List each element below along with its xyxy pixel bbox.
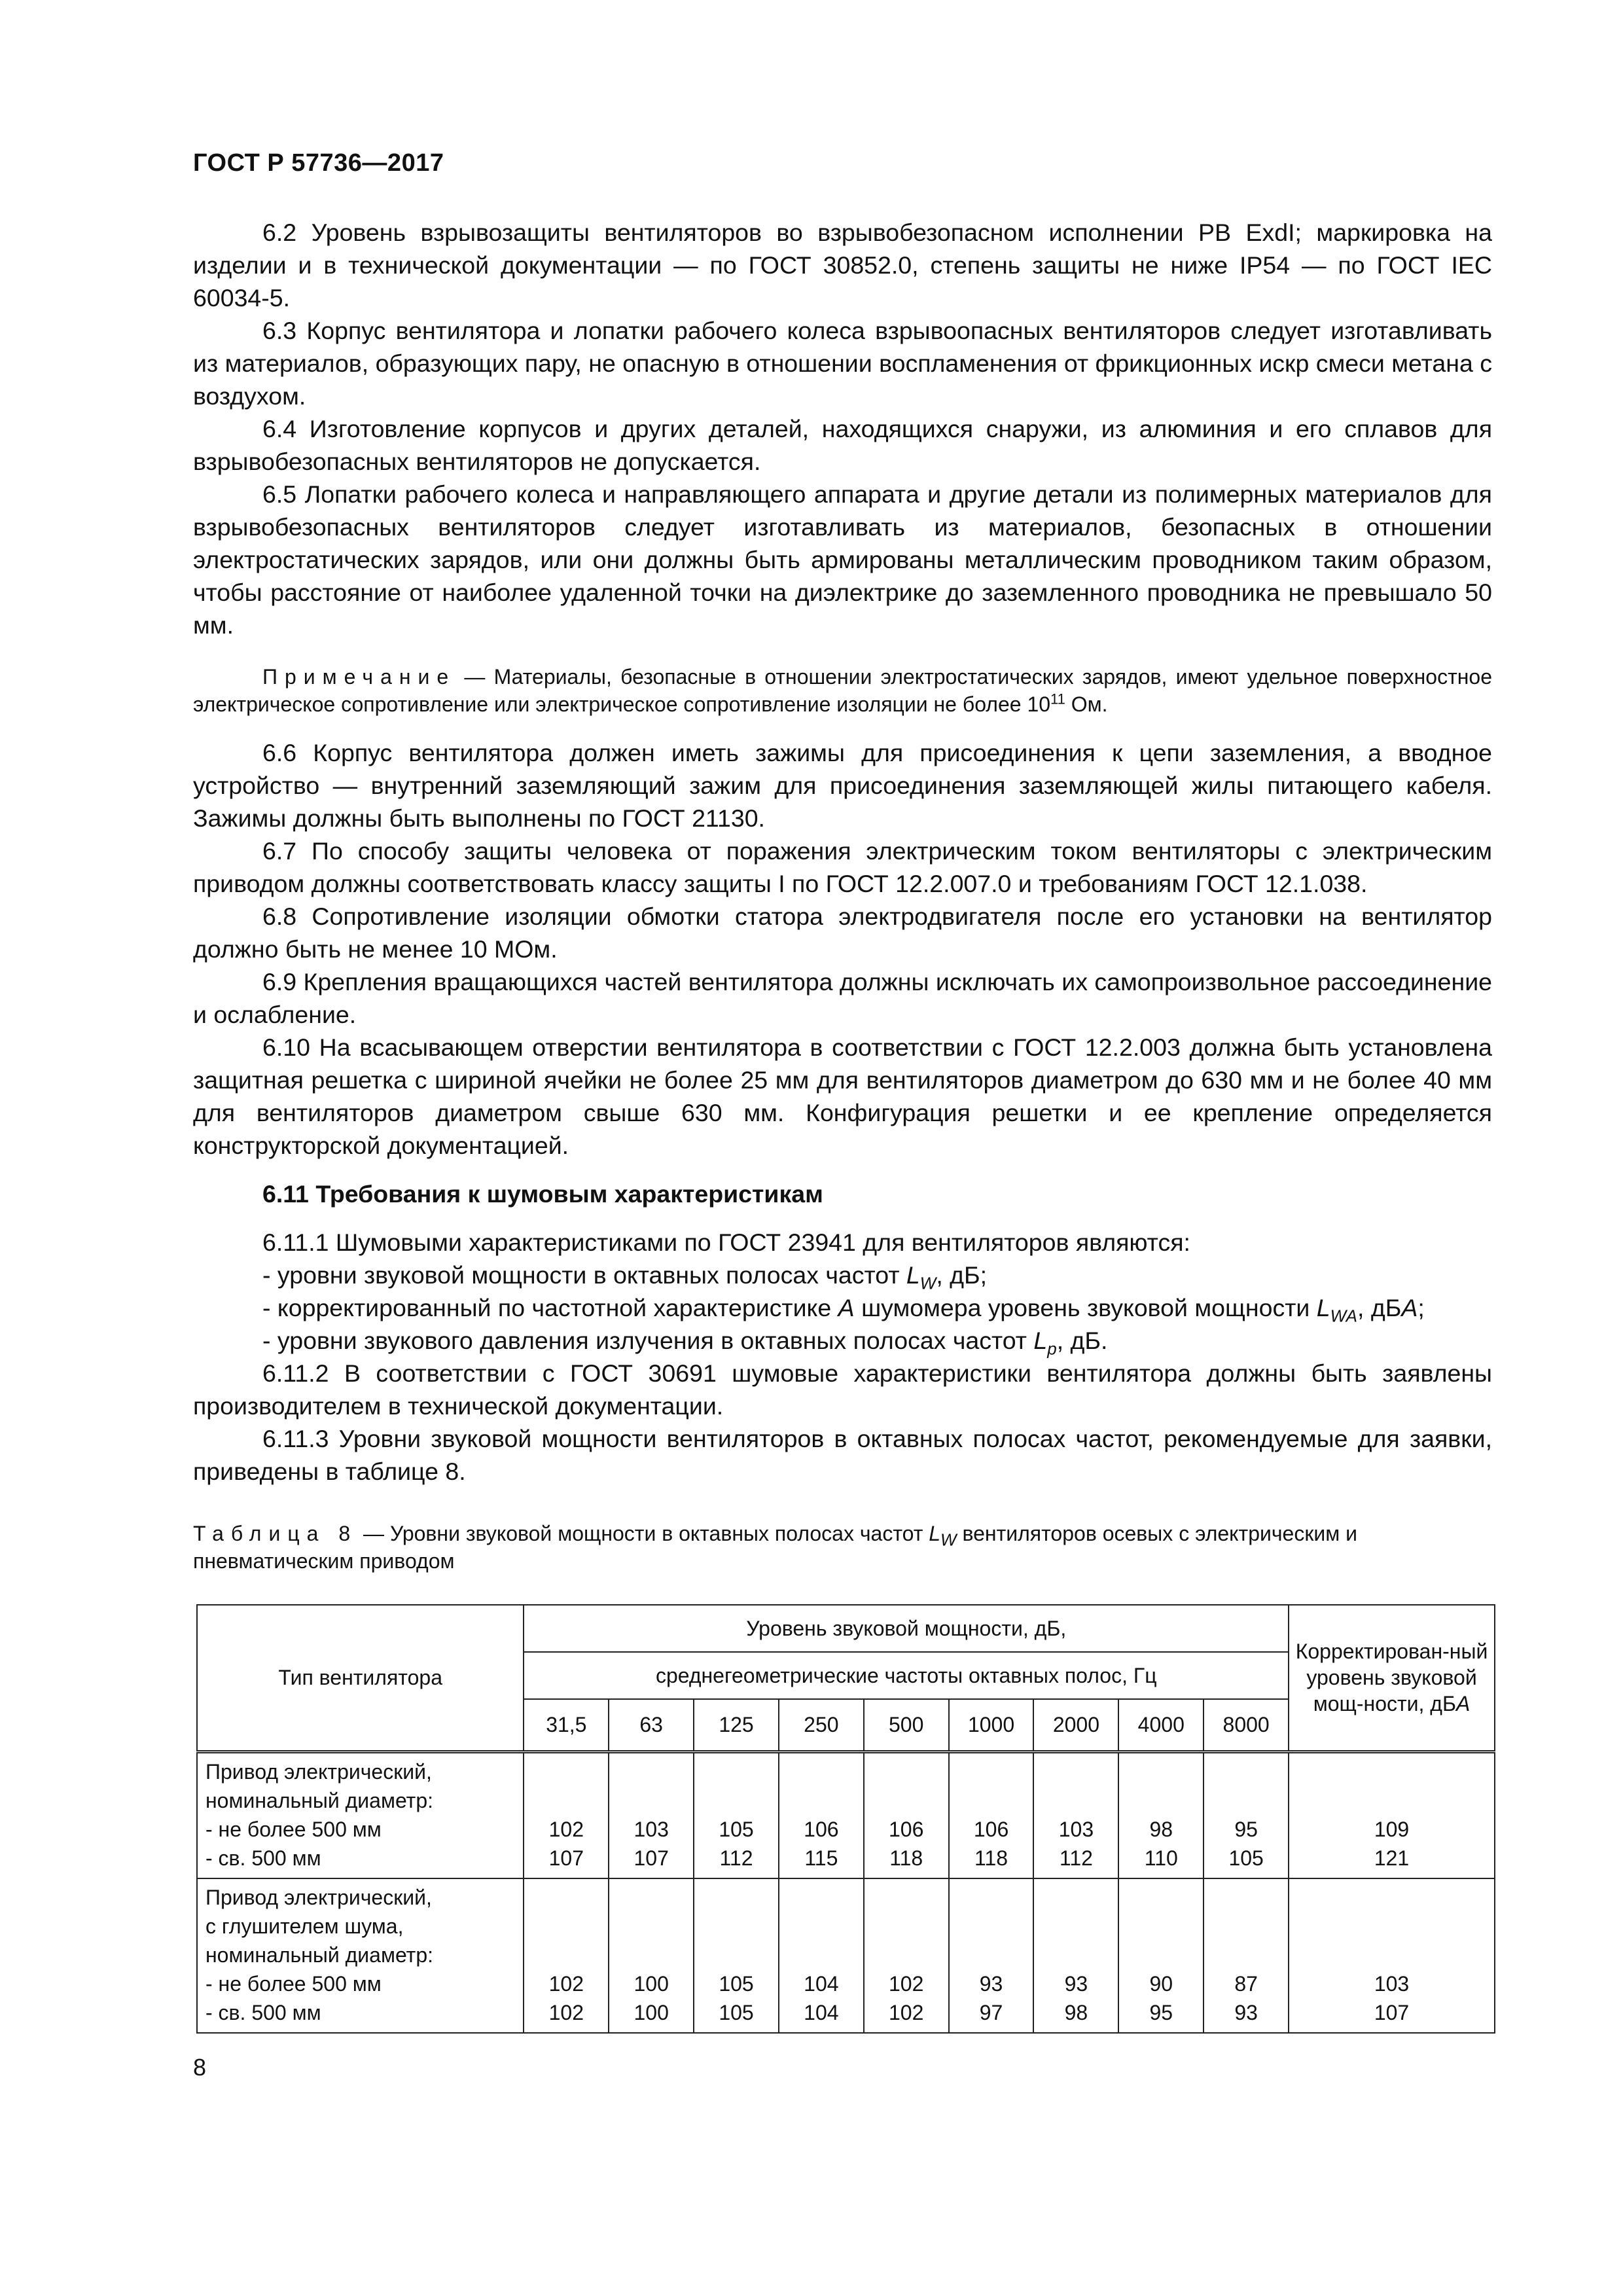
noise-item-1: - уровни звуковой мощности в октавных полосах частот $L_W$, дБ; — [262, 1261, 988, 1293]
value-cell: 100 100 — [609, 1878, 694, 2033]
value-cell: 103 107 — [609, 1751, 694, 1878]
value-cell: 105 112 — [694, 1751, 779, 1878]
freq-cell: 31,5 — [524, 1699, 609, 1751]
freq-cell: 8000 — [1204, 1699, 1289, 1751]
value-cell: 104 104 — [779, 1878, 864, 2033]
value-cell: 95 105 — [1204, 1751, 1289, 1878]
value-cell: 106 118 — [949, 1751, 1034, 1878]
freq-cell: 250 — [779, 1699, 864, 1751]
paragraph-6-6: 6.6 Корпус вентилятора должен иметь зажимы для присоединения к цепи заземления, а вводное устройство — внутренний заземляющий зажим для присоединения заземляющей жилы питающего кабеля. Зажимы должны быть выполнены по ГОСТ 21130. — [193, 739, 1492, 832]
paragraph-6-10: 6.10 На всасывающем отверстии вентилятора в соответствии с ГОСТ 12.2.003 должна быть установлена защитная решетка с шириной ячейки не более 25 мм для вентиляторов диаметром до 630 мм и не более 40 мм для вентиляторов диаметром свыше 630 мм. Конфигурация решетки и ее крепление определяется конструкторской документацией. — [193, 1033, 1492, 1159]
value-cell: 102 102 — [524, 1878, 609, 2033]
table-8 — [196, 1604, 1495, 2034]
freq-cell: 2000 — [1033, 1699, 1118, 1751]
paragraph-6-2: 6.2 Уровень взрывозащиты вентиляторов во взрывобезопасном исполнении PB ExdI; маркировка на изделии и в технической документации — по ГОСТ 30852.0, степень защиты не ниже IP54 — по ГОСТ IEC 60034-5. — [193, 219, 1492, 312]
value-cell: 102 107 — [524, 1751, 609, 1878]
value-cell: 90 95 — [1118, 1878, 1204, 2033]
value-cell: 106 118 — [864, 1751, 949, 1878]
row-type-name: Привод электрический, с глушителем шума, номинальный диаметр: - не более 500 мм - св. 500 мм — [197, 1878, 524, 2033]
value-cell: 106 115 — [779, 1751, 864, 1878]
table-row — [197, 1878, 1495, 2033]
value-cell: 87 93 — [1204, 1878, 1289, 2033]
freq-cell: 63 — [609, 1699, 694, 1751]
freq-cell: 1000 — [949, 1699, 1034, 1751]
paragraph-6-3: 6.3 Корпус вентилятора и лопатки рабочего колеса взрывоопасных вентиляторов следует изготавливать из материалов, образующих пару, не опасную в отношении воспламенения от фрикционных искр смеси метана с воздухом. — [193, 317, 1492, 410]
document-code-header: ГОСТ Р 57736—2017 — [193, 149, 444, 177]
table-header-corrected: Корректирован-ный уровень звуковой мощ-ности, дБA — [1289, 1605, 1495, 1751]
note-text-after: Ом. — [1065, 692, 1108, 716]
freq-cell: 500 — [864, 1699, 949, 1751]
table-header-frequencies: среднегеометрические частоты октавных полос, Гц — [524, 1652, 1289, 1699]
paragraph-6-4: 6.4 Изготовление корпусов и других деталей, находящихся снаружи, из алюминия и его сплавов для взрывобезопасных вентиляторов не допускается. — [193, 415, 1492, 475]
section-heading-6-11: 6.11 Требования к шумовым характеристикам — [262, 1180, 823, 1208]
paragraph-6-5: 6.5 Лопатки рабочего колеса и направляющего аппарата и другие детали из полимерных материалов для взрывобезопасных вентиляторов следует изготавливать из материалов, безопасных в отношении электростатических зарядов, или они должны быть армированы металлическим проводником таким образом, чтобы расстояние от наиболее удаленной точки на диэлектрике до заземленного проводника не превышало 50 мм. — [193, 480, 1492, 639]
corrected-value-cell: 109 121 — [1289, 1751, 1495, 1878]
noise-item-3: - уровни звукового давления излучения в октавных полосах частот $L_p$, дБ. — [262, 1327, 1108, 1359]
paragraph-6-7: 6.7 По способу защиты человека от поражения электрическим током вентиляторы с электрическим приводом должны соответствовать классу защиты I по ГОСТ 12.2.007.0 и требованиям ГОСТ 12.1.038. — [193, 837, 1492, 897]
value-cell: 103 112 — [1033, 1751, 1118, 1878]
page-number: 8 — [193, 2054, 207, 2081]
paragraph-6-11-2: 6.11.2 В соответствии с ГОСТ 30691 шумовые характеристики вентилятора должны быть заявлены производителем в технической документации. — [193, 1359, 1492, 1420]
paragraphs-block-b — [193, 736, 1492, 1162]
table-header-group: Уровень звуковой мощности, дБ, — [524, 1605, 1289, 1652]
freq-cell: 4000 — [1118, 1699, 1204, 1751]
value-cell: 102 102 — [864, 1878, 949, 2033]
value-cell: 93 98 — [1033, 1878, 1118, 2033]
table-caption: Таблица 8 — Уровни звуковой мощности в октавных полосах частот $L_W$ вентиляторов осевых с электрическим и пневматическим приводом — [193, 1522, 1357, 1573]
noise-block — [193, 1226, 1492, 1488]
freq-cell: 125 — [694, 1699, 779, 1751]
row-type-name: Привод электрический, номинальный диаметр: - не более 500 мм - св. 500 мм — [197, 1751, 524, 1878]
value-cell: 98 110 — [1118, 1751, 1204, 1878]
value-cell: 93 97 — [949, 1878, 1034, 2033]
paragraph-6-11-3: 6.11.3 Уровни звуковой мощности вентиляторов в октавных полосах частот, рекомендуемые для заявки, приведены в таблице 8. — [193, 1425, 1492, 1485]
note-exponent: 11 — [1050, 691, 1065, 708]
table-row — [197, 1751, 1495, 1878]
paragraph-6-8: 6.8 Сопротивление изоляции обмотки статора электродвигателя после его установки на вентилятор должно быть не менее 10 МОм. — [193, 903, 1492, 963]
paragraph-6-11-1: 6.11.1 Шумовыми характеристиками по ГОСТ 23941 для вентиляторов являются: — [262, 1229, 1190, 1256]
note-label: Примечание — [262, 665, 456, 689]
note-text-before: — Материалы, безопасные в отношении электростатических зарядов, имеют удельное поверхностное электрическое сопротивление или электрическое сопротивление изоляции не более 10 — [193, 665, 1492, 716]
note-block — [193, 663, 1492, 718]
corrected-value-cell: 103 107 — [1289, 1878, 1495, 2033]
noise-item-2: - корректированный по частотной характеристике A шумомера уровень звуковой мощности $L_{WA}$, дБA; — [262, 1294, 1425, 1326]
value-cell: 105 105 — [694, 1878, 779, 2033]
paragraphs-block-a — [193, 216, 1492, 641]
table-header-type: Тип вентилятора — [197, 1605, 524, 1751]
table-caption-label: Таблица 8 — [193, 1522, 358, 1545]
paragraph-6-9: 6.9 Крепления вращающихся частей вентилятора должны исключать их самопроизвольное рассоединение и ослабление. — [193, 968, 1492, 1028]
